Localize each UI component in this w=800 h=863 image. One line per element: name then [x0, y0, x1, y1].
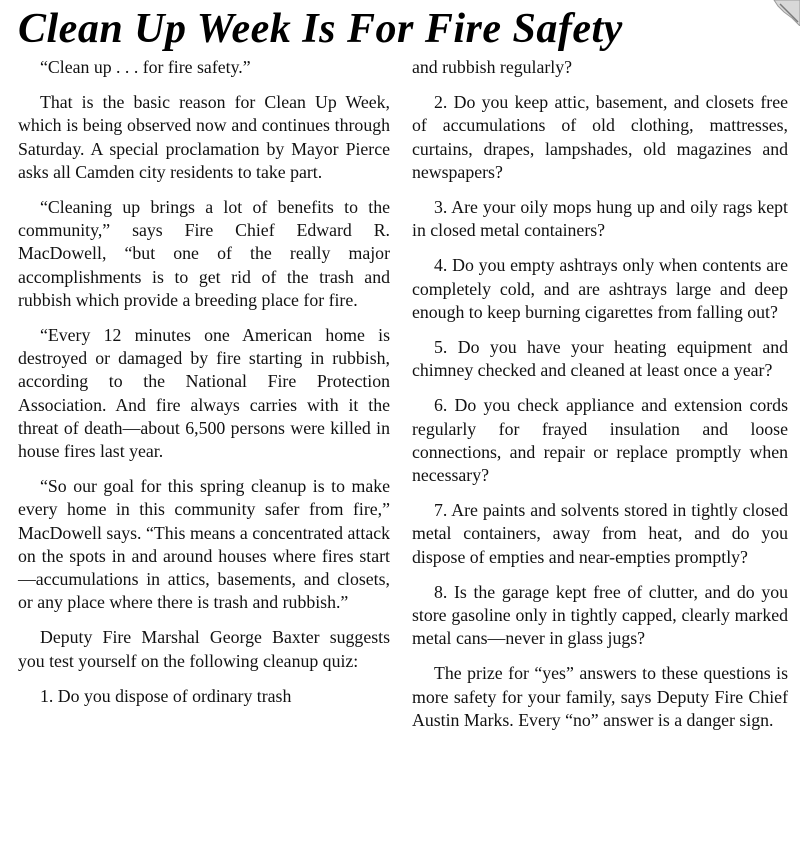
quiz-question: 1. Do you dispose of ordinary trash [40, 685, 292, 706]
quiz-question-continued: and rubbish regularly? [412, 57, 572, 77]
quiz-question: 7. Are paints and solvents stored in tightly closed metal containers, away from heat, and do you dispose of empties and near-empties promptly? [412, 500, 788, 567]
article-paragraph: That is the basic reason for Clean Up Week, which is being observed now and continues through Saturday. A special proclamation by Mayor Pierce asks all Camden city residents to take part. [18, 92, 390, 182]
article-conclusion: The prize for “yes” answers to these questions is more safety for your family, says Deputy Fire Chief Austin Marks. Every “no” answer is a danger sign. [412, 663, 788, 730]
article-headline: Clean Up Week Is For Fire Safety [18, 6, 623, 52]
article-paragraph: “Cleaning up brings a lot of benefits to the community,” says Fire Chief Edward R. MacDowell, “but one of the really major accomplishments is to get rid of the trash and rubbish which provide a breeding place for fire. [18, 197, 390, 310]
quiz-question: 4. Do you empty ashtrays only when contents are completely cold, and are ashtrays large and deep enough to keep burning cigarettes from falling out? [412, 255, 788, 322]
quiz-question: 3. Are your oily mops hung up and oily rags kept in closed metal containers? [412, 197, 788, 241]
article-paragraph: “Every 12 minutes one American home is destroyed or damaged by fire starting in rubbish, according to the National Fire Protection Association. And fire always carries with it the threat of death—about 6,500 persons were killed in house fires last year. [18, 325, 390, 462]
torn-corner-mark [754, 0, 800, 26]
article-paragraph: Deputy Fire Marshal George Baxter suggests you test yourself on the following cleanup quiz: [18, 627, 390, 671]
article-right-column [412, 56, 788, 744]
quiz-question: 5. Do you have your heating equipment and chimney checked and cleaned at least once a year? [412, 337, 788, 381]
article-left-column [18, 56, 390, 720]
article-paragraph: “So our goal for this spring cleanup is to make every home in this community safer from fire,” MacDowell says. “This means a concentrated attack on the spots in and around houses where fires start—accumulations in attics, basements, and closets, or any place where there is trash and rubbish.” [18, 476, 390, 613]
article-paragraph: “Clean up . . . for fire safety.” [40, 57, 251, 77]
quiz-question: 2. Do you keep attic, basement, and closets free of accumulations of old clothing, mattresses, curtains, drapes, lampshades, old magazines and newspapers? [412, 92, 788, 182]
quiz-question: 6. Do you check appliance and extension cords regularly for frayed insulation and loose connections, and repair or replace promptly when necessary? [412, 395, 788, 486]
quiz-question: 8. Is the garage kept free of clutter, and do you store gasoline only in tightly capped, clearly marked metal cans—never in glass jugs? [412, 581, 788, 649]
